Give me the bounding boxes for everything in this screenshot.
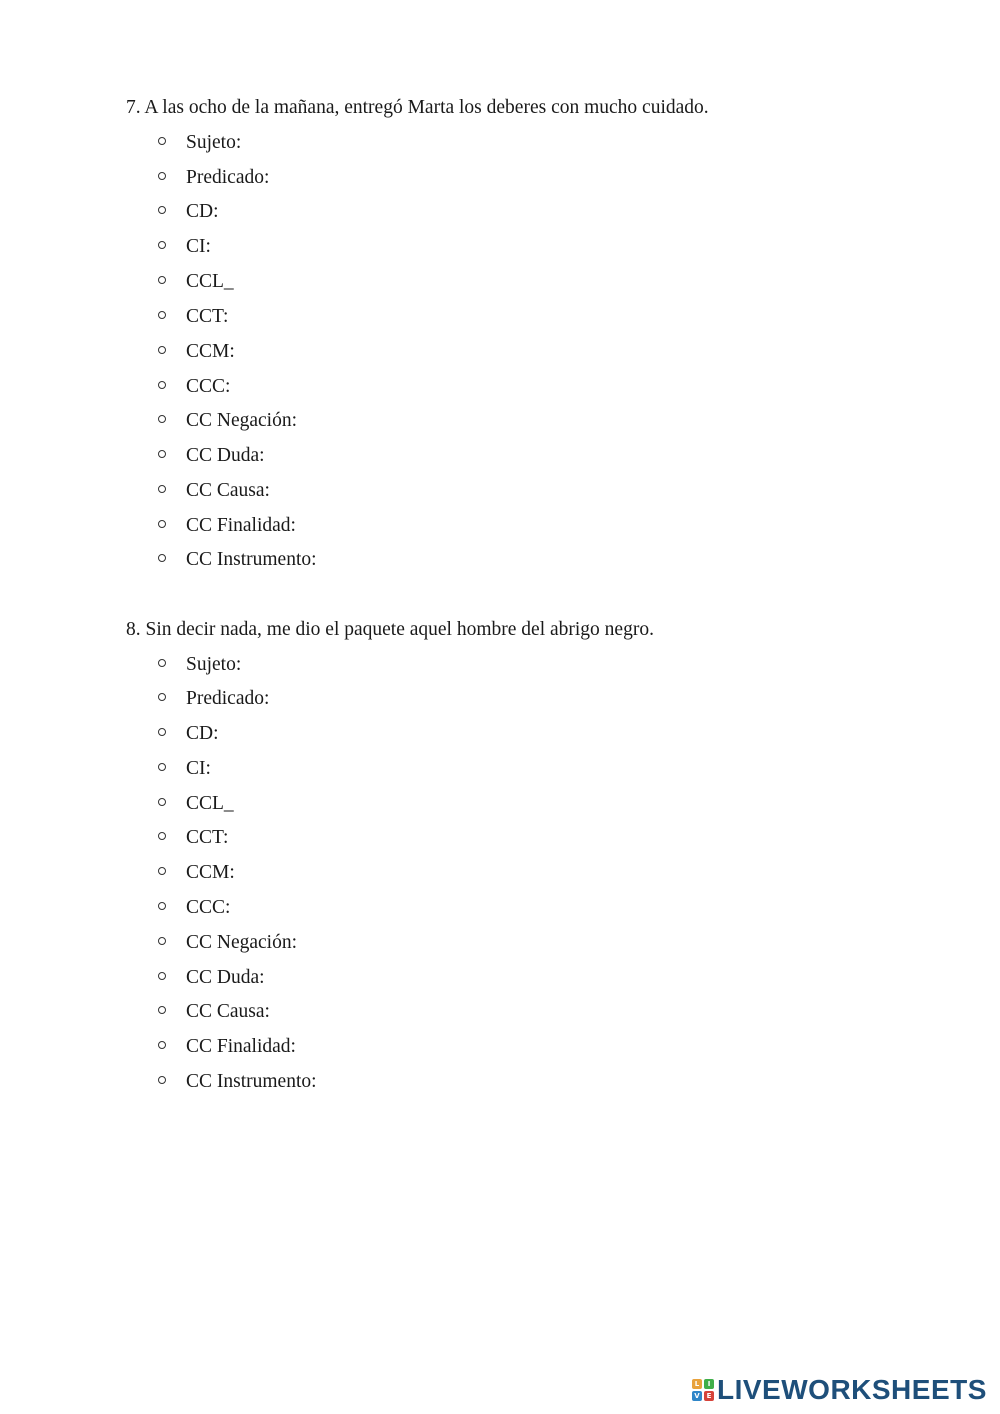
- circle-bullet-icon: [158, 450, 166, 458]
- circle-bullet-icon: [158, 206, 166, 214]
- item-label: CC Negación:: [186, 410, 298, 431]
- circle-bullet-icon: [158, 137, 166, 145]
- list-item: [0, 896, 600, 920]
- list-item: [0, 687, 600, 711]
- item-label: Predicado:: [186, 688, 270, 709]
- item-label: CC Duda:: [186, 445, 265, 466]
- question-title: 7. A las ocho de la mañana, entregó Marta los deberes con mucho cuidado.: [126, 97, 709, 118]
- item-label: CD:: [186, 723, 219, 744]
- item-label: CCT:: [186, 306, 229, 327]
- circle-bullet-icon: [158, 902, 166, 910]
- item-label: CI:: [186, 236, 211, 257]
- circle-bullet-icon: [158, 241, 166, 249]
- list-item: [0, 131, 600, 155]
- item-label: CC Duda:: [186, 967, 265, 988]
- item-label: Sujeto:: [186, 654, 242, 675]
- circle-bullet-icon: [158, 415, 166, 423]
- list-item: [0, 479, 600, 503]
- item-label: CCL_: [186, 271, 234, 292]
- list-item: [0, 1000, 600, 1024]
- circle-bullet-icon: [158, 798, 166, 806]
- item-label: CC Finalidad:: [186, 1036, 296, 1057]
- logo-mark-letter: I: [704, 1379, 714, 1389]
- circle-bullet-icon: [158, 972, 166, 980]
- circle-bullet-icon: [158, 172, 166, 180]
- circle-bullet-icon: [158, 520, 166, 528]
- circle-bullet-icon: [158, 276, 166, 284]
- circle-bullet-icon: [158, 1006, 166, 1014]
- list-item: [0, 444, 600, 468]
- circle-bullet-icon: [158, 485, 166, 493]
- liveworksheets-mark-icon: [692, 1379, 714, 1401]
- item-label: CI:: [186, 758, 211, 779]
- circle-bullet-icon: [158, 346, 166, 354]
- list-item: [0, 340, 600, 364]
- list-item: [0, 375, 600, 399]
- item-label: Predicado:: [186, 167, 270, 188]
- item-label: CC Finalidad:: [186, 515, 296, 536]
- list-item: [0, 722, 600, 746]
- list-item: [0, 305, 600, 329]
- circle-bullet-icon: [158, 1076, 166, 1084]
- circle-bullet-icon: [158, 867, 166, 875]
- list-item: [0, 653, 600, 677]
- circle-bullet-icon: [158, 937, 166, 945]
- item-label: CD:: [186, 201, 219, 222]
- list-item: [0, 792, 600, 816]
- item-label: CC Instrumento:: [186, 1071, 317, 1092]
- circle-bullet-icon: [158, 554, 166, 562]
- list-item: [0, 966, 600, 990]
- list-item: [0, 200, 600, 224]
- circle-bullet-icon: [158, 693, 166, 701]
- list-item: [0, 1035, 600, 1059]
- circle-bullet-icon: [158, 659, 166, 667]
- list-item: [0, 1070, 600, 1094]
- item-label: CC Causa:: [186, 1001, 270, 1022]
- item-label: CC Instrumento:: [186, 549, 317, 570]
- list-item: [0, 235, 600, 259]
- item-label: CCM:: [186, 862, 235, 883]
- logo-mark-letter: L: [692, 1379, 702, 1389]
- list-item: [0, 826, 600, 850]
- item-label: CCC:: [186, 376, 231, 397]
- question-title: 8. Sin decir nada, me dio el paquete aquel hombre del abrigo negro.: [126, 619, 654, 640]
- item-label: CCT:: [186, 827, 229, 848]
- list-item: [0, 409, 600, 433]
- circle-bullet-icon: [158, 763, 166, 771]
- circle-bullet-icon: [158, 381, 166, 389]
- list-item: [0, 166, 600, 190]
- list-item: [0, 757, 600, 781]
- item-label: CCL_: [186, 793, 234, 814]
- item-label: Sujeto:: [186, 132, 242, 153]
- logo-mark-letter: V: [692, 1391, 702, 1401]
- liveworksheets-logo: [692, 1374, 987, 1406]
- list-item: [0, 931, 600, 955]
- circle-bullet-icon: [158, 728, 166, 736]
- item-label: CCM:: [186, 341, 235, 362]
- logo-text: LIVEWORKSHEETS: [717, 1374, 987, 1405]
- list-item: [0, 548, 600, 572]
- list-item: [0, 861, 600, 885]
- logo-mark-letter: E: [704, 1391, 714, 1401]
- circle-bullet-icon: [158, 832, 166, 840]
- item-label: CC Negación:: [186, 932, 298, 953]
- list-item: [0, 270, 600, 294]
- circle-bullet-icon: [158, 311, 166, 319]
- item-label: CC Causa:: [186, 480, 270, 501]
- item-label: CCC:: [186, 897, 231, 918]
- list-item: [0, 514, 600, 538]
- circle-bullet-icon: [158, 1041, 166, 1049]
